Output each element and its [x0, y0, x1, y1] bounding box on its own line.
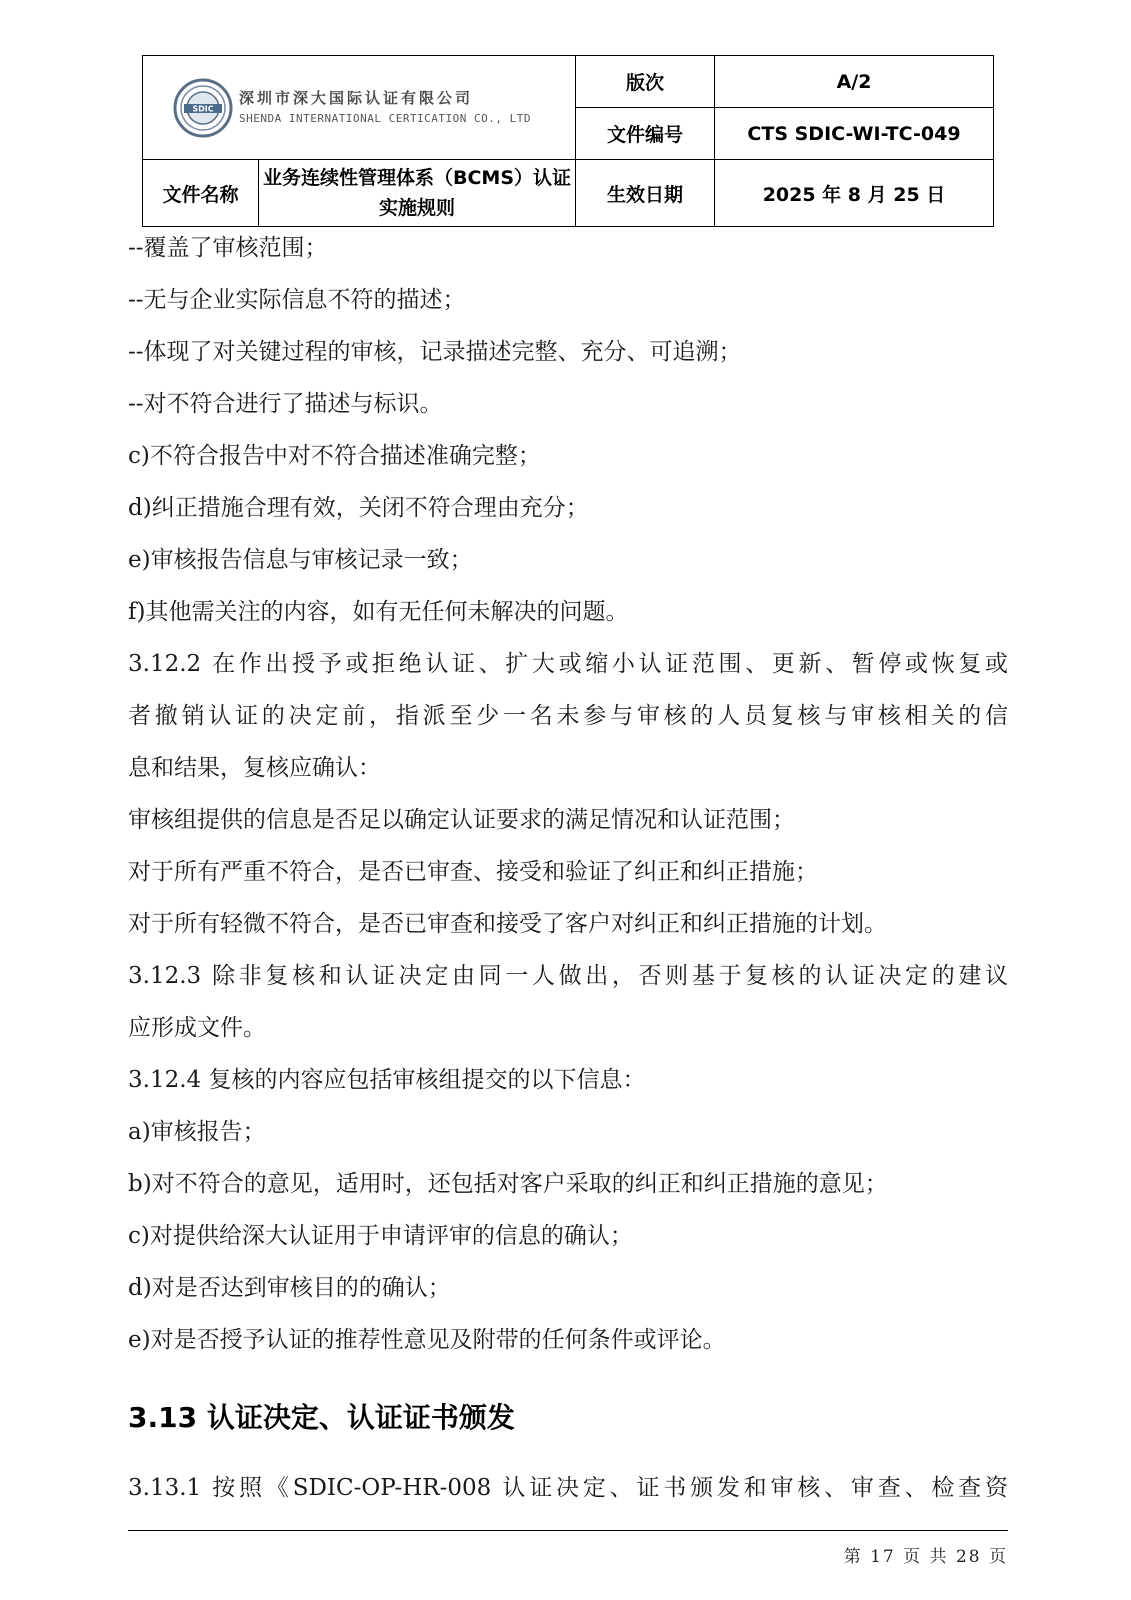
body-line: c)对提供给深大认证用于申请评审的信息的确认； — [128, 1223, 633, 1249]
page-number: 第 17 页 共 28 页 — [843, 1547, 1008, 1567]
footer-divider — [128, 1530, 1008, 1531]
body-line: 对于所有严重不符合，是否已审查、接受和验证了纠正和纠正措施； — [128, 859, 818, 885]
body-line: e)审核报告信息与审核记录一致； — [128, 547, 473, 573]
file-name-label: 文件名称 — [143, 160, 259, 227]
body-line: d)对是否达到审核目的的确认； — [128, 1275, 451, 1301]
effective-date-label: 生效日期 — [576, 160, 715, 227]
company-name-cn: 深圳市深大国际认证有限公司 — [239, 89, 474, 108]
body-line: 应形成文件。 — [128, 1015, 266, 1041]
file-number-label: 文件编号 — [576, 108, 715, 160]
body-line: 息和结果，复核应确认： — [128, 755, 381, 781]
body-line: e)对是否授予认证的推荐性意见及附带的任何条件或评论。 — [128, 1327, 726, 1353]
body-line: a)审核报告； — [128, 1119, 266, 1145]
body-line: f)其他需关注的内容，如有无任何未解决的问题。 — [128, 599, 629, 625]
body-line: 3.13.1 按照《SDIC-OP-HR-008 认证决定、证书颁发和审核、审查、检查资 — [128, 1475, 1008, 1501]
body-line: 3.12.3 除非复核和认证决定由同一人做出，否则基于复核的认证决定的建议 — [128, 963, 1008, 989]
company-seal-icon — [173, 78, 233, 138]
document-body — [128, 222, 1008, 1366]
body-line: b)对不符合的意见，适用时，还包括对客户采取的纠正和纠正措施的意见； — [128, 1171, 888, 1197]
version-value: A/2 — [715, 56, 994, 108]
body-line: 者撤销认证的决定前，指派至少一名未参与审核的人员复核与审核相关的信 — [128, 703, 1008, 729]
body-line: --无与企业实际信息不符的描述； — [128, 287, 466, 313]
effective-date-value: 2025 年 8 月 25 日 — [715, 160, 994, 227]
body-line: --覆盖了审核范围； — [128, 235, 328, 261]
company-logo-cell — [143, 56, 576, 160]
document-header-table — [142, 55, 994, 227]
company-name-en: SHENDA INTERNATIONAL CERTICATION CO., LTD — [239, 112, 532, 126]
company-logo — [143, 78, 575, 138]
body-line: d)纠正措施合理有效，关闭不符合理由充分； — [128, 495, 589, 521]
body-line: 对于所有轻微不符合，是否已审查和接受了客户对纠正和纠正措施的计划。 — [128, 911, 887, 937]
body-line: --对不符合进行了描述与标识。 — [128, 391, 443, 417]
version-label: 版次 — [576, 56, 715, 108]
section-heading: 3.13 认证决定、认证证书颁发 — [128, 1401, 515, 1434]
file-name-value: 业务连续性管理体系（BCMS）认证实施规则 — [259, 160, 576, 227]
body-line: 3.12.4 复核的内容应包括审核组提交的以下信息： — [128, 1067, 646, 1093]
seal-text: SDIC — [192, 104, 214, 113]
body-line: 审核组提供的信息是否足以确定认证要求的满足情况和认证范围； — [128, 807, 795, 833]
body-line: 3.12.2 在作出授予或拒绝认证、扩大或缩小认证范围、更新、暂停或恢复或 — [128, 651, 1008, 677]
body-line: c)不符合报告中对不符合描述准确完整； — [128, 443, 541, 469]
body-line: --体现了对关键过程的审核，记录描述完整、充分、可追溯； — [128, 339, 742, 365]
file-number-value: CTS SDIC-WI-TC-049 — [715, 108, 994, 160]
